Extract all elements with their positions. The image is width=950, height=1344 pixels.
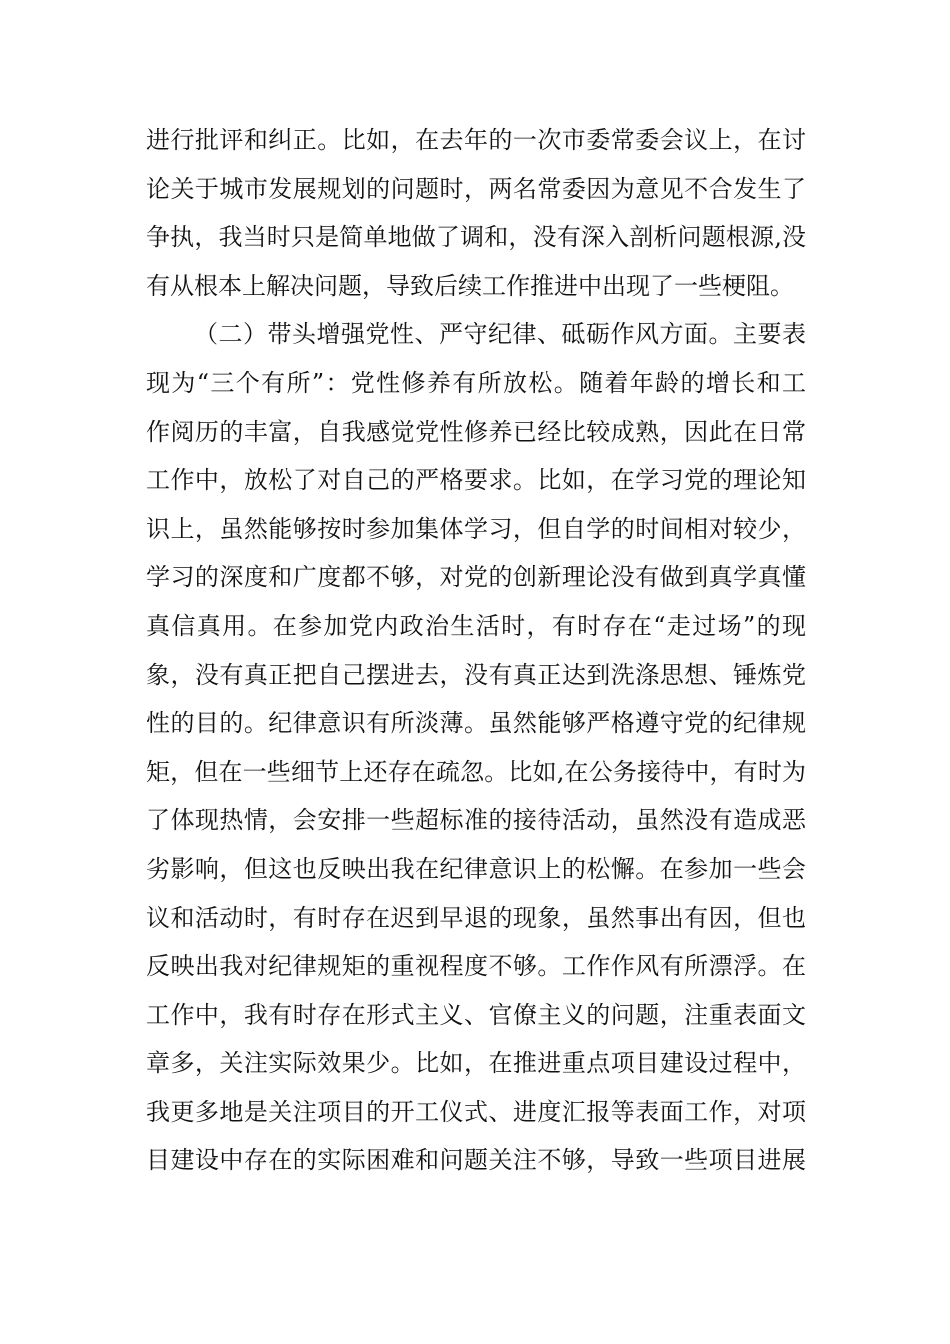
text-line: 有从根本上解决问题，导致后续工作推进中出现了一些梗阻。: [146, 271, 794, 300]
text-line: 工作中，放松了对自己的严格要求。比如，在学习党的理论知: [146, 466, 806, 495]
text-line: 反映出我对纪律规矩的重视程度不够。工作作风有所漂浮。在: [146, 952, 806, 981]
text-line: 进行批评和纠正。比如，在去年的一次市委常委会议上，在讨: [146, 126, 806, 154]
text-line: 作阅历的丰富，自我感觉党性修养已经比较成熟，因此在日常: [146, 417, 806, 446]
text-line: 识上，虽然能够按时参加集体学习，但自学的时间相对较少，: [146, 514, 806, 543]
text-line: 劣影响，但这也反映出我在纪律意识上的松懈。在参加一些会: [146, 854, 806, 883]
text-line: 目建设中存在的实际困难和问题关注不够，导致一些项目进展: [146, 1146, 806, 1175]
text-line: 章多，关注实际效果少。比如，在推进重点项目建设过程中，: [146, 1049, 806, 1078]
text-line: 真信真用。在参加党内政治生活时，有时存在“走过场”的现: [146, 611, 806, 640]
text-line: 争执，我当时只是简单地做了调和，没有深入剖析问题根源,没: [146, 223, 806, 252]
text-line: 性的目的。纪律意识有所淡薄。虽然能够严格遵守党的纪律规: [146, 709, 806, 738]
text-line: 议和活动时，有时存在迟到早退的现象，虽然事出有因，但也: [146, 903, 806, 932]
section-heading-line: （二）带头增强党性、严守纪律、砥砺作风方面。主要表: [194, 320, 806, 349]
text-line: 学习的深度和广度都不够，对党的创新理论没有做到真学真懂: [146, 563, 806, 592]
text-line: 了体现热情，会安排一些超标准的接待活动，虽然没有造成恶: [146, 806, 806, 835]
text-line: 现为“三个有所”：党性修养有所放松。随着年龄的增长和工: [146, 368, 806, 397]
text-line: 我更多地是关注项目的开工仪式、进度汇报等表面工作，对项: [146, 1097, 806, 1126]
text-line: 论关于城市发展规划的问题时，两名常委因为意见不合发生了: [146, 174, 806, 203]
text-line: 工作中，我有时存在形式主义、官僚主义的问题，注重表面文: [146, 1000, 806, 1029]
text-line: 矩，但在一些细节上还存在疏忽。比如,在公务接待中，有时为: [146, 757, 806, 786]
text-line: 象，没有真正把自己摆进去，没有真正达到洗涤思想、锤炼党: [146, 660, 806, 689]
body-text: [146, 116, 806, 1185]
